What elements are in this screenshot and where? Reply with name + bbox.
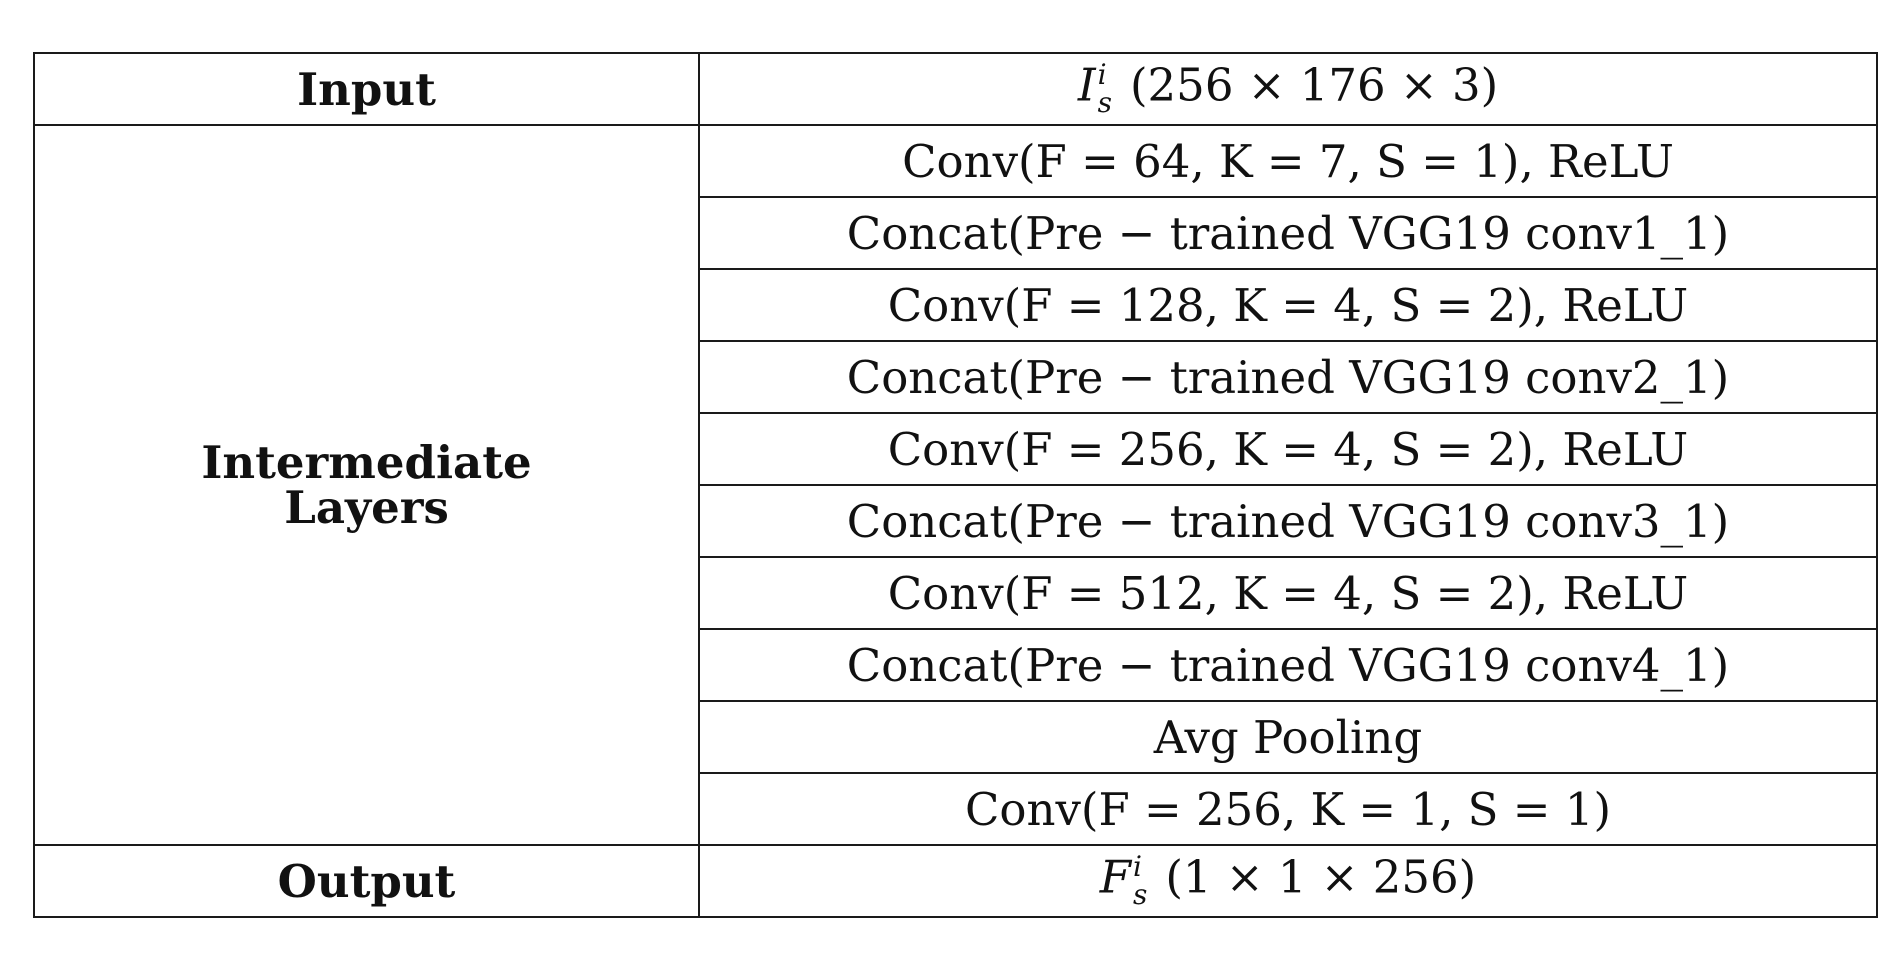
layer-cell: Conv(F = 64, K = 7, S = 1), ReLU [699, 125, 1877, 197]
input-supsub [1097, 58, 1112, 119]
layer-cell: Concat(Pre − trained VGG19 conv4_1) [699, 629, 1877, 701]
output-dims: (1 × 1 × 256) [1165, 850, 1477, 904]
output-supsub [1132, 850, 1148, 911]
layer-cell: Concat(Pre − trained VGG19 conv3_1) [699, 485, 1877, 557]
input-value [699, 53, 1877, 125]
layer-cell: Conv(F = 256, K = 1, S = 1) [699, 773, 1877, 845]
input-sup: i [1097, 58, 1107, 91]
intermediate-label-line2: Layers [284, 481, 449, 534]
layer-row [34, 125, 1877, 197]
architecture-table [33, 52, 1878, 918]
layer-cell: Conv(F = 128, K = 4, S = 2), ReLU [699, 269, 1877, 341]
input-label: Input [34, 53, 699, 125]
input-var: I [1077, 58, 1096, 112]
layer-cell: Concat(Pre − trained VGG19 conv2_1) [699, 341, 1877, 413]
output-var: F [1099, 850, 1131, 904]
layer-cell: Avg Pooling [699, 701, 1877, 773]
output-sub: s [1132, 878, 1148, 911]
output-row [34, 845, 1877, 917]
input-row [34, 53, 1877, 125]
output-value [699, 845, 1877, 917]
input-dims: (256 × 176 × 3) [1130, 58, 1499, 112]
output-sup: i [1132, 850, 1142, 883]
layer-cell: Conv(F = 256, K = 4, S = 2), ReLU [699, 413, 1877, 485]
input-sub: s [1097, 86, 1112, 119]
layer-cell: Concat(Pre − trained VGG19 conv1_1) [699, 197, 1877, 269]
layer-cell: Conv(F = 512, K = 4, S = 2), ReLU [699, 557, 1877, 629]
output-label: Output [34, 845, 699, 917]
intermediate-label-line1: Intermediate [201, 436, 532, 489]
intermediate-label [34, 125, 699, 845]
